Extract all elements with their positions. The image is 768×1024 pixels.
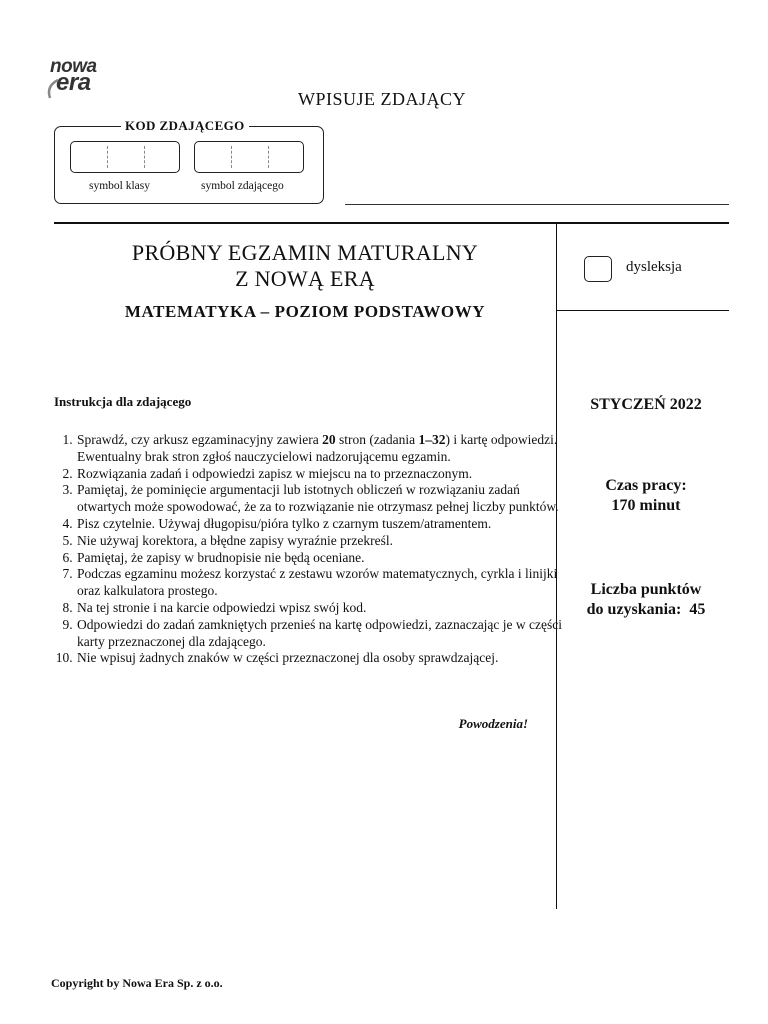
field-divider [231, 146, 232, 168]
points-value: do uzyskania: 45 [586, 601, 706, 618]
class-symbol-caption: symbol klasy [89, 180, 151, 192]
candidate-code-label: KOD ZDAJĄCEGO [121, 118, 249, 134]
wpisuje-zdajacy-heading: WPISUJE ZDAJĄCY [298, 89, 467, 109]
dyslexia-checkbox[interactable] [584, 256, 612, 282]
copyright-notice: Copyright by Nowa Era Sp. z o.o. [51, 976, 223, 990]
exam-title-line-1: PRÓBNY EGZAMIN MATURALNY [131, 240, 479, 265]
field-divider [107, 146, 108, 168]
candidate-symbol-field[interactable] [194, 141, 304, 173]
dyslexia-label: dysleksja [626, 259, 682, 275]
candidate-symbol-caption: symbol zdającego [201, 180, 284, 192]
header-divider [54, 222, 729, 224]
exam-title-line-2: Z NOWĄ ERĄ [235, 266, 375, 291]
points-label: Liczba punktów [590, 581, 702, 598]
instruction-item: 1. Sprawdź, czy arkusz egzaminacyjny zawiera 20 stron (zadania 1–32) i kartę odpowiedzi. Ewentualny brak stron zgłoś nauczycielowi nadzorującemu egzamin. [76, 432, 568, 466]
exam-duration [556, 476, 736, 516]
signature-line [345, 204, 729, 205]
instruction-item: 8. Na tej stronie i na karcie odpowiedzi wpisz swój kod. [76, 600, 568, 617]
duration-label: Czas pracy: [605, 477, 687, 494]
logo-word-1: nowa [50, 56, 97, 77]
nowa-era-logo [44, 56, 114, 104]
duration-value: 170 minut [611, 497, 681, 514]
logo-word-2: era [56, 69, 91, 96]
exam-date: STYCZEŃ 2022 [590, 396, 702, 413]
instruction-item: 6. Pamiętaj, że zapisy w brudnopisie nie będą oceniane. [76, 550, 568, 567]
good-luck-text: Powodzenia! [458, 716, 528, 731]
dyslexia-divider [556, 310, 729, 311]
max-points [556, 580, 736, 620]
instructions-heading: Instrukcja dla zdającego [54, 394, 192, 409]
field-divider [268, 146, 269, 168]
instruction-item: 7. Podczas egzaminu możesz korzystać z zestawu wzorów matematycznych, cyrkla i linijki oraz kalkulatora prostego. [76, 566, 568, 600]
instruction-item: 4. Pisz czytelnie. Używaj długopisu/pióra tylko z czarnym tuszem/atramentem. [76, 516, 568, 533]
instructions-list [54, 432, 568, 667]
instruction-item: 2. Rozwiązania zadań i odpowiedzi zapisz w miejscu na to przeznaczonym. [76, 466, 568, 483]
instruction-item: 5. Nie używaj korektora, a błędne zapisy wyraźnie przekreśl. [76, 533, 568, 550]
logo-swoosh-icon [44, 78, 64, 100]
instruction-item: 10. Nie wpisuj żadnych znaków w części przeznaczonej dla osoby sprawdzającej. [76, 650, 568, 667]
instruction-item: 3. Pamiętaj, że pominięcie argumentacji lub istotnych obliczeń w rozwiązaniu zadań otwartych może spowodować, że za to rozwiązanie nie otrzymasz pełnej liczby punktów. [76, 482, 568, 516]
exam-subtitle: MATEMATYKA – POZIOM PODSTAWOWY [124, 302, 486, 321]
instruction-item: 9. Odpowiedzi do zadań zamkniętych przenieś na kartę odpowiedzi, zaznaczając je w części karty przeznaczonej dla zdającego. [76, 617, 568, 651]
field-divider [144, 146, 145, 168]
class-symbol-field[interactable] [70, 141, 180, 173]
